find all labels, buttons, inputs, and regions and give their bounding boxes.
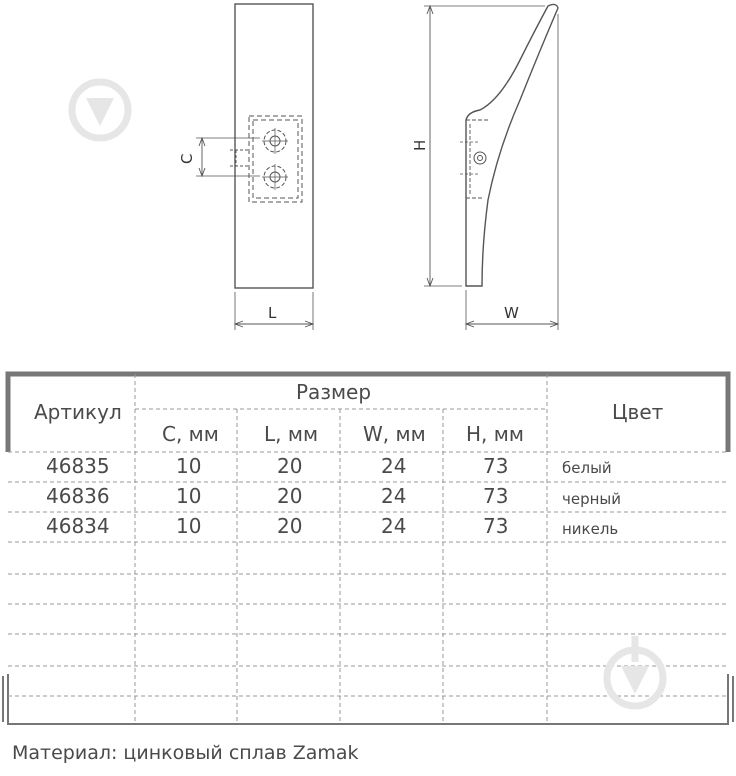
header-c-mm: C, мм	[162, 422, 219, 446]
table-row-2-article: 46836	[46, 484, 110, 508]
side-view	[424, 4, 558, 330]
front-view	[196, 4, 313, 330]
table-row-2-color: черный	[562, 490, 622, 508]
table-row-2-w: 24	[381, 484, 407, 508]
spec-table	[0, 366, 736, 730]
table-row-1-h: 73	[483, 454, 509, 478]
dim-label-h: H	[411, 139, 429, 151]
table-row-1-color: белый	[562, 459, 612, 477]
table-row-3-c: 10	[176, 514, 202, 538]
header-article: Артикул	[34, 400, 122, 424]
technical-drawing	[0, 0, 736, 366]
table-row-2-c: 10	[176, 484, 202, 508]
header-size: Размер	[296, 380, 372, 404]
table-row-3-color: никель	[562, 520, 619, 538]
material-note: Материал: цинковый сплав Zamak	[12, 742, 359, 764]
table-row-3-l: 20	[277, 514, 303, 538]
table-row-2-l: 20	[277, 484, 303, 508]
table-row-3-h: 73	[483, 514, 509, 538]
table-row-1-w: 24	[381, 454, 407, 478]
header-l-mm: L, мм	[264, 422, 319, 446]
table-row-3-article: 46834	[46, 514, 110, 538]
dim-label-l: L	[268, 304, 277, 322]
download-watermark-icon	[72, 68, 128, 138]
table-row-1-article: 46835	[46, 454, 110, 478]
header-h-mm: H, мм	[466, 422, 524, 446]
table-row-1-l: 20	[277, 454, 303, 478]
header-w-mm: W, мм	[363, 422, 426, 446]
dim-label-c: C	[178, 153, 196, 164]
header-color: Цвет	[612, 400, 664, 424]
table-row-3-w: 24	[381, 514, 407, 538]
table-row-1-c: 10	[176, 454, 202, 478]
table-row-2-h: 73	[483, 484, 509, 508]
dim-label-w: W	[504, 304, 519, 322]
